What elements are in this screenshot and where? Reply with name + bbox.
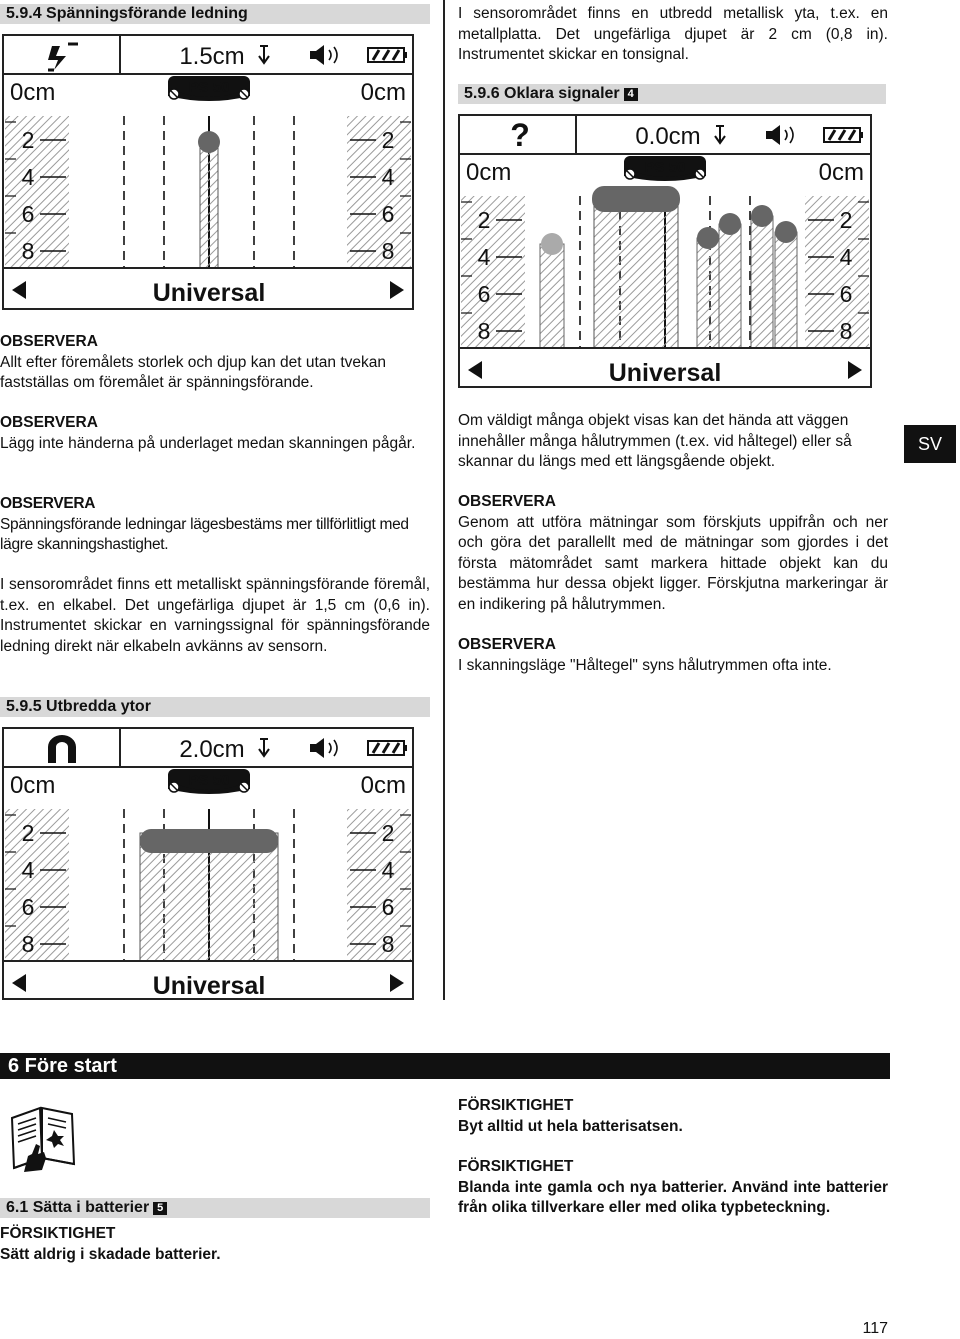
scale-label-left: 8: [477, 318, 491, 344]
scale-label-left: 6: [21, 201, 35, 227]
speaker-icon: [310, 738, 337, 758]
section-6-1-heading: [0, 1198, 430, 1218]
scale-label-right: 6: [839, 281, 853, 307]
speaker-icon: [310, 45, 337, 65]
battery-icon: [368, 741, 407, 755]
caution-heading: FÖRSIKTIGHET: [458, 1158, 574, 1175]
note-offset-measurements: [458, 492, 888, 615]
unknown-signal-icon: [510, 117, 530, 153]
object-trace: [697, 238, 719, 348]
depth-readout: 1.5cm: [179, 43, 245, 70]
detector-display-wide-surface: [2, 727, 414, 1000]
language-tab: SV: [904, 425, 956, 463]
left-position-label: 0cm: [10, 79, 56, 106]
detected-object-marker: [140, 829, 278, 853]
left-position-label: 0cm: [466, 159, 512, 186]
display-graphic: [4, 729, 412, 998]
left-position-label: 0cm: [10, 772, 56, 799]
paragraph-text: Om väldigt många objekt visas kan det hända att väggen innehåller många hålutrymmen (t.ex. vid håltegel) eller så skannar du längs med ett längsgående objekt.: [458, 412, 852, 470]
caution-damaged-batteries: [0, 1224, 430, 1265]
section-title: 6.1 Sätta i batterier: [6, 1199, 150, 1216]
right-position-label: 0cm: [360, 772, 406, 799]
magnet-icon: [48, 735, 76, 763]
scale-label-left: 6: [21, 894, 35, 920]
note-hands: [0, 413, 430, 454]
caution-text: Byt alltid ut hela batterisatsen.: [458, 1117, 683, 1135]
scale-label-right: 8: [839, 318, 853, 344]
object-trace: [719, 224, 741, 348]
caution-text: Sätt aldrig i skadade batterier.: [0, 1245, 221, 1263]
chapter-6-heading: [0, 1053, 890, 1079]
note-heading: OBSERVERA: [0, 333, 98, 350]
section-5-9-4-heading: [0, 4, 430, 24]
scale-label-left: 6: [477, 281, 491, 307]
next-mode-arrow: [390, 974, 404, 992]
badge-text: PS 50: [188, 772, 230, 789]
detected-object-marker: [751, 205, 773, 227]
previous-mode-arrow: [12, 281, 26, 299]
mode-label: Universal: [152, 972, 266, 998]
note-size-depth: [0, 332, 430, 394]
battery-icon: [824, 128, 863, 142]
left-hatched-border: [461, 196, 525, 348]
scale-label-right: 6: [381, 894, 395, 920]
caution-heading: FÖRSIKTIGHET: [0, 1225, 116, 1242]
object-trace: [775, 232, 797, 348]
object-trace: [751, 216, 773, 348]
scale-label-left: 8: [21, 238, 35, 264]
section-5-9-6-heading: [458, 84, 886, 104]
section-title: 5.9.5 Utbredda ytor: [6, 698, 151, 715]
right-hatched-border: [805, 196, 869, 348]
ps50-badge: [168, 76, 250, 101]
object-trace: [594, 196, 678, 348]
badge-text: PS 50: [188, 79, 230, 96]
display-graphic: [460, 116, 870, 386]
battery-icon: [368, 48, 407, 62]
depth-readout: 2.0cm: [179, 736, 245, 763]
right-hatched-border: [347, 116, 411, 268]
detector-display-live-wire: [2, 34, 414, 310]
next-mode-arrow: [848, 361, 862, 379]
note-text: Genom att utföra mätningar som förskjuts uppifrån och ner och göra det parallellt med de mätningar som gjordes i det första mätområdet samt markera hittade objekt kan du bestämma hur dessa objekt ligger. Förskjutna markeringar är en indikering på hålutrymmen.: [458, 513, 888, 613]
scale-label-right: 8: [381, 931, 395, 957]
left-hatched-border: [5, 809, 69, 961]
object-trace: [200, 142, 218, 268]
column-divider: [443, 0, 445, 1000]
note-heading: OBSERVERA: [458, 493, 556, 510]
manual-book-icon: [6, 1100, 82, 1176]
scale-label-right: 4: [381, 857, 395, 883]
right-hatched-border: [347, 809, 411, 961]
note-scan-speed: [0, 494, 430, 556]
scale-label-left: 2: [477, 207, 491, 233]
figure-ref: 5: [153, 1202, 167, 1215]
detected-object-marker: [541, 233, 563, 255]
scale-label-left: 2: [21, 127, 35, 153]
badge-text: PS 50: [644, 159, 686, 176]
note-heading: OBSERVERA: [458, 636, 556, 653]
section-title: 5.9.6 Oklara signaler: [464, 85, 620, 102]
right-position-label: 0cm: [818, 159, 864, 186]
detector-display-unclear-signals: [458, 114, 872, 388]
caution-replace-all: [458, 1096, 888, 1137]
mode-label: Universal: [608, 359, 722, 386]
note-heading: OBSERVERA: [0, 414, 98, 431]
depth-readout: 0.0cm: [635, 123, 701, 150]
right-position-label: 0cm: [360, 79, 406, 106]
scale-label-right: 4: [381, 164, 395, 190]
previous-mode-arrow: [12, 974, 26, 992]
depth-arrow-icon: [715, 126, 725, 143]
section-5-9-5-heading: [0, 697, 430, 717]
caution-heading: FÖRSIKTIGHET: [458, 1097, 574, 1114]
scale-label-right: 2: [381, 127, 395, 153]
figure-ref: 4: [624, 88, 638, 101]
question-mark-glyph: ?: [510, 117, 530, 153]
caution-text: Blanda inte gamla och nya batterier. Använd inte batterier från olika tillverkare eller med olika typbeteckning.: [458, 1178, 888, 1216]
detected-object-marker: [697, 227, 719, 249]
scale-label-right: 2: [381, 820, 395, 846]
scale-label-left: 4: [477, 244, 491, 270]
paragraph-live-object: [0, 575, 430, 657]
scale-label-right: 6: [381, 201, 395, 227]
scale-label-left: 2: [21, 820, 35, 846]
paragraph-metal-plate: [458, 4, 888, 66]
display-graphic: [4, 36, 412, 308]
caution-mix-batteries: [458, 1157, 888, 1219]
previous-mode-arrow: [468, 361, 482, 379]
scale-label-right: 2: [839, 207, 853, 233]
detected-object-marker: [719, 213, 741, 235]
depth-arrow-icon: [259, 46, 269, 63]
note-text: Allt efter föremålets storlek och djup kan det utan tvekan fastställas om föremålet är spänningsförande.: [0, 353, 386, 391]
object-trace: [540, 244, 564, 348]
detected-object-marker: [775, 221, 797, 243]
ps50-badge: [624, 156, 706, 181]
note-text: Lägg inte händerna på underlaget medan skanningen pågår.: [0, 434, 416, 452]
note-heading: OBSERVERA: [0, 495, 96, 512]
live-wire-icon: [48, 44, 78, 70]
note-text: Spänningsförande ledningar lägesbestäms mer tillförlitligt med lägre skanningshastighet.: [0, 515, 409, 553]
chapter-title: 6 Före start: [8, 1055, 117, 1077]
paragraph-text: I sensorområdet finns ett metalliskt spänningsförande föremål, t.ex. en elkabel. Det ungefärliga djupet är 1,5 cm (0,6 in). Instrumentet skickar en varningssignal för spänningsförande ledning direkt när elkabeln avkänns av sensorn.: [0, 576, 430, 655]
depth-arrow-icon: [259, 739, 269, 756]
detected-object-marker: [198, 131, 220, 153]
scale-label-right: 8: [381, 238, 395, 264]
detected-object-marker: [592, 186, 680, 212]
paragraph-text: I sensorområdet finns en utbredd metallisk yta, t.ex. en metallplatta. Det ungefärliga djupet är 2 cm (0,8 in). Instrumentet skickar en tonsignal.: [458, 5, 888, 63]
paragraph-many-objects: [458, 411, 890, 473]
speaker-icon: [766, 125, 793, 145]
page-number: 117: [862, 1320, 888, 1337]
mode-label: Universal: [152, 279, 266, 307]
scale-label-left: 8: [21, 931, 35, 957]
scale-label-right: 4: [839, 244, 853, 270]
next-mode-arrow: [390, 281, 404, 299]
scale-label-left: 4: [21, 857, 35, 883]
note-text: I skanningsläge "Håltegel" syns hålutrymmen ofta inte.: [458, 656, 832, 674]
scale-label-left: 4: [21, 164, 35, 190]
section-title: 5.9.4 Spänningsförande ledning: [6, 5, 248, 22]
note-hollow-brick: [458, 635, 888, 676]
left-hatched-border: [5, 116, 69, 268]
ps50-badge: [168, 769, 250, 794]
